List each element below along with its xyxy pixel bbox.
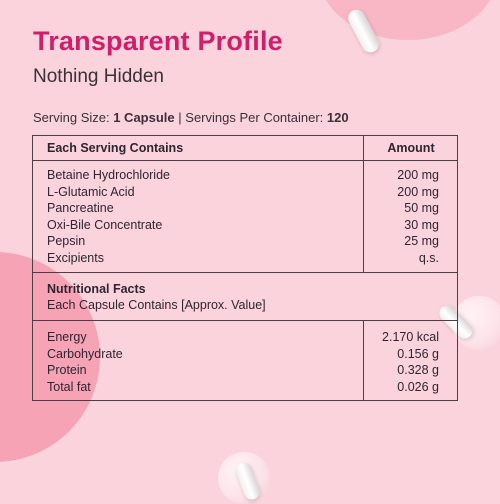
- nutrient-amount: 2.170 kcal: [382, 330, 439, 344]
- nutrient-amount: 0.328 g: [397, 363, 439, 377]
- table-row: [47, 379, 457, 396]
- serving-size-value: 1 Capsule: [113, 110, 175, 125]
- table-row: [47, 200, 457, 217]
- servings-per-container-value: 120: [326, 110, 349, 125]
- ingredient-name: Oxi-Bile Concentrate: [47, 217, 163, 232]
- serving-size-label: Serving Size:: [33, 110, 110, 125]
- nutrition-facts-title: Nutritional Facts: [47, 282, 146, 296]
- ingredient-amount: 50 mg: [404, 201, 439, 215]
- table-row: [47, 329, 457, 346]
- ingredient-name: Excipients: [47, 250, 104, 265]
- nutrient-name: Total fat: [47, 379, 91, 394]
- table-header-amount: Amount: [387, 141, 435, 155]
- table-row: [47, 346, 457, 363]
- supplement-facts-table: [32, 135, 458, 401]
- nutrient-name: Energy: [47, 330, 87, 344]
- table-row: [47, 233, 457, 250]
- nutrition-list: [47, 329, 457, 395]
- ingredient-amount: 200 mg: [397, 168, 439, 182]
- ingredient-name: Pancreatine: [47, 201, 114, 215]
- table-row: [47, 250, 457, 267]
- nutrient-amount: 0.156 g: [397, 346, 439, 361]
- serving-info: [33, 110, 349, 125]
- row-divider: [33, 272, 457, 273]
- table-row: [47, 217, 457, 234]
- row-divider: [33, 320, 457, 321]
- nutrient-name: Protein: [47, 363, 87, 377]
- ingredient-amount: q.s.: [418, 250, 439, 265]
- ingredient-name: Betaine Hydrochloride: [47, 168, 170, 182]
- nutrient-amount: 0.026 g: [397, 379, 439, 394]
- ingredient-amount: 25 mg: [404, 234, 439, 248]
- page-title: Transparent Profile: [33, 26, 283, 56]
- servings-per-container-label: Servings Per Container:: [185, 110, 324, 125]
- ingredients-list: [47, 167, 457, 266]
- table-row: [47, 362, 457, 379]
- serving-separator: |: [178, 110, 182, 125]
- table-row: [47, 184, 457, 201]
- background-blob-top: [318, 0, 498, 40]
- table-row: [47, 167, 457, 184]
- nutrition-facts-subtitle: Each Capsule Contains [Approx. Value]: [47, 298, 266, 312]
- nutrient-name: Carbohydrate: [47, 346, 123, 361]
- ingredient-amount: 200 mg: [397, 184, 439, 199]
- ingredient-name: Pepsin: [47, 234, 86, 248]
- page-subtitle: Nothing Hidden: [33, 66, 164, 87]
- ingredient-amount: 30 mg: [404, 217, 439, 232]
- ingredient-name: L-Glutamic Acid: [47, 184, 135, 199]
- table-header-ingredients: Each Serving Contains: [47, 141, 184, 155]
- row-divider: [33, 160, 457, 161]
